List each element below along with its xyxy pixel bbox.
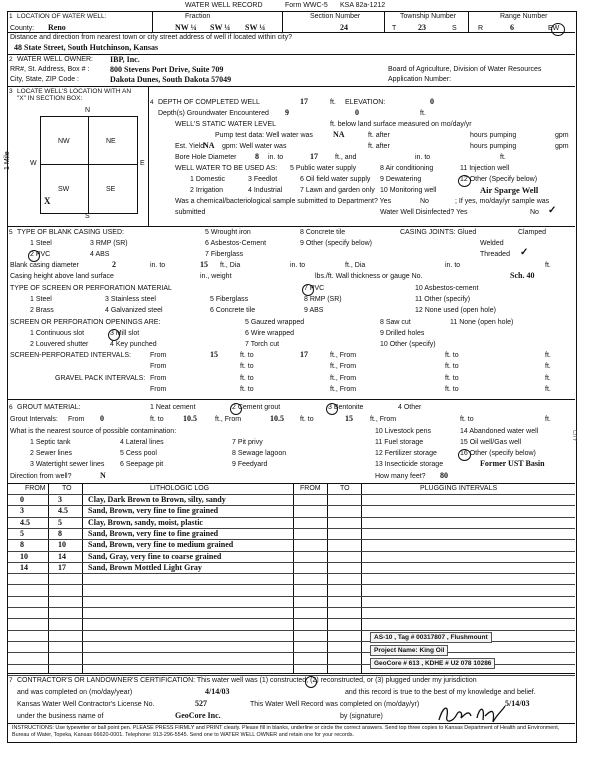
log-row-from: 10	[20, 551, 28, 561]
spi2-ft-to: ft. to	[240, 363, 254, 370]
blank-diam-value: 2	[112, 260, 116, 269]
grout-label: GROUT MATERIAL:	[17, 404, 81, 411]
log-row-line	[8, 607, 575, 608]
north-label: N	[85, 107, 91, 114]
opening-2: 2 Louvered shutter	[30, 341, 89, 348]
opening-10: 10 Other (specify)	[380, 341, 436, 348]
grout-to-2: 15	[345, 414, 353, 423]
circle-mark	[326, 403, 338, 415]
screen-6: 6 Concrete tile	[210, 307, 256, 314]
owner-name: IBP, Inc.	[110, 55, 140, 64]
opening-5: 5 Gauzed wrapped	[245, 319, 305, 326]
board-label: Board of Agriculture, Division of Water Resources	[388, 66, 542, 73]
casing-label: TYPE OF BLANK CASING USED:	[17, 229, 124, 236]
blank-diam-label: Blank casing diameter	[10, 262, 79, 269]
log-row-to: 8	[58, 528, 62, 538]
contam-12: 12 Fertilizer storage	[375, 450, 437, 457]
log-header-lithology: LITHOLOGIC LOG	[150, 485, 210, 492]
chem-no: No	[420, 198, 429, 205]
threaded-label: Threaded	[480, 251, 510, 258]
gauge-value: Sch. 40	[510, 271, 535, 280]
howmany-label: How many feet?	[375, 473, 426, 480]
contam-2: 2 Sewer lines	[30, 450, 73, 457]
casing-4: 4 ABS	[90, 251, 110, 258]
grout-3: 3 Bentonite	[328, 404, 364, 411]
log-row-description: Clay, Brown, sandy, moist, plastic	[88, 517, 203, 527]
township-t: T	[392, 25, 397, 32]
log-row-description: Sand, Brown Mottled Light Gray	[88, 562, 202, 572]
log-row-to: 5	[58, 517, 62, 527]
blank-in-to: in. to	[150, 262, 166, 269]
log-col-line	[48, 483, 49, 673]
cert-rest: and this record is true to the best of my knowledge and belief.	[345, 689, 536, 696]
log-col-line	[327, 483, 328, 673]
bore-ft: ft., and	[335, 154, 357, 161]
use-1: 1 Domestic	[190, 176, 226, 183]
completed-value: 4/14/03	[205, 687, 230, 696]
spi2-ft-to-2: ft. to	[445, 363, 459, 370]
license-label: Kansas Water Well Contractor's License No.	[17, 701, 155, 708]
west-label: W	[30, 160, 37, 167]
contam-6: 6 Seepage pit	[120, 461, 164, 468]
stamp-line-1: AS-10 , Tag # 00317807 , Flushmount	[370, 632, 492, 643]
opening-3: 3 Mill slot	[110, 330, 140, 337]
disinfected-no: No	[530, 209, 539, 216]
county-label: County:	[10, 25, 35, 32]
gpi-ft-end: ft.	[545, 375, 551, 382]
log-header-to-2: TO	[340, 485, 350, 492]
opening-7: 7 Torch cut	[245, 341, 280, 348]
use-9: 9 Dewatering	[380, 176, 422, 183]
use-5: 5 Public water supply	[290, 165, 357, 172]
grout-ft-from: ft., From	[215, 416, 242, 423]
use-12: 12 Other (Specify below)	[460, 176, 538, 183]
quad-nw: NW	[58, 138, 70, 145]
opening-4: 4 Key punched	[110, 341, 157, 348]
screen-7: 7 PVC	[304, 285, 325, 292]
log-row-line	[8, 596, 575, 597]
use-10: 10 Monitoring well	[380, 187, 437, 194]
check-mark: ✓	[548, 205, 557, 216]
section1-number: 1	[9, 13, 13, 20]
use-label: WELL WATER TO BE USED AS:	[175, 165, 278, 172]
elevation-value: 0	[430, 97, 434, 106]
check-mark: ✓	[520, 247, 529, 258]
chem-label: Was a chemical/bacteriological sample submitted to Department? Yes	[175, 198, 392, 205]
height-in: in., weight	[200, 273, 232, 280]
circle-mark	[305, 676, 317, 688]
screen-5: 5 Fiberglass	[210, 296, 249, 303]
circle-mark	[302, 284, 314, 296]
pump-label: Pump test data: Well water was	[215, 132, 313, 139]
gw-unit: ft.	[420, 110, 426, 117]
circle-mark	[230, 403, 242, 415]
section2-number: 2	[9, 56, 13, 63]
use-4: 4 Industrial	[248, 187, 283, 194]
casing-8: 8 Concrete tile	[300, 229, 346, 236]
contam-5: 5 Cess pool	[120, 450, 157, 457]
contam-other-value: Former UST Basin	[480, 459, 545, 468]
form-title: WATER WELL RECORD	[185, 2, 263, 9]
gw-label: Depth(s) Groundwater Encountered	[158, 110, 269, 117]
submitted-label: submitted	[175, 209, 206, 216]
street-label: RR#, St. Address, Box # :	[10, 66, 90, 73]
fraction-2: SW ¼	[210, 23, 231, 32]
log-row-line	[8, 618, 575, 619]
stamp-line-2: Project Name: King Oil	[370, 645, 448, 656]
divider	[384, 11, 385, 32]
completed-label: and was completed on (mo/day/year)	[17, 689, 133, 696]
application-label: Application Number:	[388, 76, 452, 83]
contam-16: 16 Other (specify below)	[460, 450, 536, 457]
margin-label: CITY	[571, 430, 577, 442]
log-row-line	[8, 630, 575, 631]
screen-10: 10 Asbestos-cement	[415, 285, 479, 292]
contam-8: 8 Sewage lagoon	[232, 450, 287, 457]
grout-ft-from-2: ft., From	[370, 416, 397, 423]
divider	[152, 11, 153, 32]
log-row-line	[8, 675, 575, 676]
spi2-ft-from: ft., From	[330, 363, 357, 370]
gpi2-ft-end: ft.	[545, 386, 551, 393]
address-value: 48 State Street, South Hutchinson, Kansas	[14, 43, 159, 52]
section5-number: 5	[9, 229, 13, 236]
height-lbs: lbs./ft. Wall thickness or gauge No.	[315, 273, 423, 280]
gpm-1: gpm	[555, 132, 569, 139]
by-signature-label: by (signature)	[340, 713, 383, 720]
log-row-description: Sand, Brown, very fine to medium grained	[88, 540, 234, 550]
log-row-to: 17	[58, 562, 66, 572]
gpi-ft-to: ft. to	[240, 375, 254, 382]
bore-in: in. to	[268, 154, 284, 161]
casing-9: 9 Other (specify below)	[300, 240, 372, 247]
spi2-ft-end: ft.	[545, 363, 551, 370]
divider	[8, 673, 575, 674]
casing-3: 3 RMP (SR)	[90, 240, 128, 247]
log-row-from: 5	[20, 528, 24, 538]
contam-1: 1 Septic tank	[30, 439, 71, 446]
screen-4: 4 Galvanized steel	[105, 307, 163, 314]
openings-label: SCREEN OR PERFORATION OPENINGS ARE:	[10, 319, 161, 326]
spi-from-value: 15	[210, 350, 218, 359]
use-2: 2 Irrigation	[190, 187, 224, 194]
grout-ft-to-2: ft. to	[300, 416, 314, 423]
range-value: 6	[510, 23, 514, 32]
use-8: 8 Air conditioning	[380, 165, 434, 172]
casing-6: 6 Asbestos-Cement	[205, 240, 267, 247]
east-label: E	[140, 160, 145, 167]
casing-1: 1 Steel	[30, 240, 52, 247]
divider	[8, 86, 575, 87]
log-row-description: Clay, Dark Brown to Brown, silty, sandy	[88, 495, 226, 504]
log-row-from: 8	[20, 540, 24, 550]
opening-6: 6 Wire wrapped	[245, 330, 295, 337]
quad-sw: SW	[58, 186, 70, 193]
city-label: City, State, ZIP Code :	[10, 76, 79, 83]
divider	[148, 86, 149, 226]
log-col-line	[293, 483, 294, 673]
welded-label: Welded	[480, 240, 504, 247]
circle-mark	[551, 23, 565, 36]
gpi2-ft-to: ft. to	[240, 386, 254, 393]
township-label: Township Number	[400, 13, 457, 20]
screen-label: TYPE OF SCREEN OR PERFORATION MATERIAL	[10, 285, 172, 292]
range-direction: EW	[548, 25, 560, 32]
screen-1: 1 Steel	[30, 296, 52, 303]
screen-8: 8 RMP (SR)	[304, 296, 342, 303]
spi-ft-end: ft.	[545, 352, 551, 359]
log-row-description: Sand, Brown, very fine to fine grained	[88, 506, 219, 516]
gpi-label: GRAVEL PACK INTERVALS:	[55, 375, 146, 382]
log-row-to: 3	[58, 495, 62, 504]
log-row-line	[8, 573, 575, 574]
township-s: S	[452, 25, 457, 32]
casing-5: 5 Wrought iron	[205, 229, 251, 236]
contam-14: 14 Abandoned water well	[460, 428, 539, 435]
log-row-line	[8, 584, 575, 585]
use-other-value: Air Sparge Well	[480, 185, 539, 195]
gpi2-ft-to-2: ft. to	[445, 386, 459, 393]
clamped-label: Clamped	[518, 229, 547, 236]
spi-from-label: From	[150, 352, 167, 359]
screen-2: 2 Brass	[30, 307, 54, 314]
opening-1: 1 Continuous slot	[30, 330, 85, 337]
elevation-label: ELEVATION:	[345, 99, 386, 106]
divider	[8, 32, 575, 33]
section3-label: LOCATE WELL'S LOCATION WITH AN "X" IN SECTION BOX:	[17, 88, 132, 102]
contam-3: 3 Watertight sewer lines	[30, 461, 105, 468]
bore-in-2: in. to	[415, 154, 431, 161]
quad-ne: NE	[106, 138, 116, 145]
section3-number: 3	[9, 88, 13, 95]
log-header-from-2: FROM	[300, 485, 321, 492]
gpm-2: gpm	[555, 143, 569, 150]
section-number-label: Section Number	[310, 13, 361, 20]
gpi2-from-label: From	[150, 386, 167, 393]
cert-label: CONTRACTOR'S OR LANDOWNER'S CERTIFICATION: This water well was (1) constructed, (2) reconstructed, or (3) plugged under my jurisdiction	[17, 677, 477, 684]
circle-mark	[28, 250, 40, 262]
grout-int-label: Grout Intervals:	[10, 416, 58, 423]
divider	[8, 399, 575, 400]
log-row-to: 4.5	[58, 506, 68, 516]
blank-to-value: 15	[200, 260, 208, 269]
section6-number: 6	[9, 404, 13, 411]
contam-11: 11 Fuel storage	[375, 439, 424, 446]
grout-from-label: From	[68, 416, 85, 423]
est-rest: gpm: Well water was	[222, 143, 287, 150]
casing-7: 7 Fiberglass	[205, 251, 244, 258]
grout-from-2: 10.5	[270, 414, 284, 423]
mile-label: 1 Mile	[4, 151, 11, 170]
section4-number: 4	[150, 99, 154, 106]
blank-ft-dia: ft., Dia	[220, 262, 241, 269]
pump-rest-2: ft. after	[368, 143, 390, 150]
fraction-3: SW ¼	[245, 23, 266, 32]
form-number: Form WWC-5	[285, 2, 328, 9]
howmany-value: 80	[440, 471, 448, 480]
est-value: NA	[203, 141, 215, 150]
screen-12: 12 None used (open hole)	[415, 307, 496, 314]
bore-value: 8	[255, 152, 259, 161]
distance-label: Distance and direction from nearest town or city street address of well if located within city?	[10, 34, 293, 41]
south-label: S	[85, 213, 90, 220]
spi-ft-from: ft., From	[330, 352, 357, 359]
circle-mark	[458, 175, 471, 187]
grout-2: 2 Cement grout	[232, 404, 281, 411]
direction-label: Direction from well?	[10, 473, 72, 480]
range-r: R	[478, 25, 484, 32]
log-row-description: Sand, Gray, very fine to coarse grained	[88, 551, 222, 561]
blank-in-to-2: in. to	[290, 262, 306, 269]
contam-9: 9 Feedyard	[232, 461, 268, 468]
log-row-description: Sand, Brown, very fine to fine grained	[88, 528, 219, 538]
section-box	[40, 116, 138, 214]
log-col-line	[361, 483, 362, 673]
use-7: 7 Lawn and garden only	[300, 187, 375, 194]
use-3: 3 Feedlot	[248, 176, 278, 183]
fraction-label: Fraction	[185, 13, 211, 20]
log-row-to: 10	[58, 540, 66, 550]
screen-9: 9 ABS	[304, 307, 324, 314]
contam-label: What is the nearest source of possible contamination:	[10, 428, 177, 435]
well-x-mark: X	[44, 196, 51, 206]
contam-7: 7 Pit privy	[232, 439, 263, 446]
height-label: Casing height above land surface	[10, 273, 114, 280]
section-number-value: 24	[340, 23, 348, 32]
contam-13: 13 Insecticide storage	[375, 461, 444, 468]
county-value: Reno	[48, 23, 66, 32]
bore-label: Bore Hole Diameter	[175, 154, 237, 161]
log-row-line	[8, 652, 575, 653]
log-row-to: 14	[58, 551, 66, 561]
blank-ft: ft.	[545, 262, 551, 269]
township-value: 23	[418, 23, 426, 32]
screen-3: 3 Stainless steel	[105, 296, 156, 303]
grout-1: 1 Neat cement	[150, 404, 196, 411]
stamp-line-3: GeoCore # 613 , KDHE # U2 078 10286	[370, 658, 495, 669]
depth-value: 17	[300, 97, 308, 106]
pump-rest: ft. after	[368, 132, 390, 139]
bore-to: 17	[310, 152, 318, 161]
street-value: 800 Stevens Port Drive, Suite 709	[110, 65, 224, 74]
divider	[8, 226, 575, 227]
blank-ft-dia-2: ft., Dia	[345, 262, 366, 269]
gpi2-ft-from: ft., From	[330, 386, 357, 393]
circle-mark	[108, 329, 120, 341]
log-row-from: 3	[20, 506, 24, 516]
static-rest: ft. below land surface measured on mo/day/yr	[330, 121, 472, 128]
section7-number: 7	[9, 677, 13, 684]
contam-15: 15 Oil well/Gas well	[460, 439, 522, 446]
gpi-from-label: From	[150, 375, 167, 382]
log-header-from: FROM	[25, 485, 46, 492]
log-header-to: TO	[62, 485, 72, 492]
gpi-ft-to-2: ft. to	[445, 375, 459, 382]
license-value: 527	[195, 699, 207, 708]
hours-pumping-1: hours pumping	[470, 132, 517, 139]
fraction-1: NW ¼	[175, 23, 197, 32]
section1-label: LOCATION OF WATER WELL:	[17, 13, 107, 20]
est-label: Est. Yield	[175, 143, 205, 150]
log-row-from: 0	[20, 495, 24, 504]
spi-label: SCREEN-PERFORATED INTERVALS:	[10, 352, 131, 359]
spi-to-value: 17	[300, 350, 308, 359]
instructions: INSTRUCTIONS: Use typewriter or ball point pen. PLEASE PRESS FIRMLY and PRINT clearly. Please fill in blanks, underline or circle the correct answers. Send top three copies to Kansas Department of Health and Environment, Bureau of Water, Topeka, Kansas 66620-0001. Telephone: 913-296-5545. Send one to WATER WELL OWNER and retain one for your records.	[12, 725, 560, 738]
owner-label: WATER WELL OWNER:	[17, 56, 93, 63]
circle-mark	[458, 449, 471, 461]
log-header-plugging: PLUGGING INTERVALS	[420, 485, 498, 492]
range-label: Range Number	[500, 13, 548, 20]
bore-ft-2: ft.	[500, 154, 506, 161]
record-date-value: 5/14/03	[505, 699, 530, 708]
joints-label: CASING JOINTS: Glued	[400, 229, 477, 236]
gw-1: 9	[285, 108, 289, 117]
record-label: This Water Well Record was completed on (mo/day/yr)	[250, 701, 420, 708]
spi-ft-to: ft. to	[240, 352, 254, 359]
spi2-from-label: From	[150, 363, 167, 370]
grout-ft-to-1: ft. to	[150, 416, 164, 423]
gw-2: 0	[355, 108, 359, 117]
screen-11: 11 Other (specify)	[415, 296, 471, 303]
box-hline	[40, 164, 137, 165]
contam-10: 10 Livestock pens	[375, 428, 432, 435]
form-ksa: KSA 82a-1212	[340, 2, 386, 9]
log-row-from: 14	[20, 562, 28, 572]
grout-to-1: 10.5	[183, 414, 197, 423]
grout-ft-to-3: ft. to	[460, 416, 474, 423]
opening-8: 8 Saw cut	[380, 319, 411, 326]
opening-9: 9 Drilled holes	[380, 330, 425, 337]
grout-from-1: 0	[100, 414, 104, 423]
spi-ft-to-2: ft. to	[445, 352, 459, 359]
divider	[282, 11, 283, 32]
chem-rest: ; If yes, mo/day/yr sample was	[455, 198, 550, 205]
log-col-line	[82, 483, 83, 673]
gpi-ft-from: ft., From	[330, 375, 357, 382]
use-6: 6 Oil field water supply	[300, 176, 371, 183]
business-value: GeoCore Inc.	[175, 711, 221, 720]
contam-4: 4 Lateral lines	[120, 439, 164, 446]
quad-se: SE	[106, 186, 116, 193]
city-value: Dakota Dunes, South Dakota 57049	[110, 75, 232, 84]
depth-unit: ft.	[330, 99, 336, 106]
direction-value: N	[100, 471, 106, 480]
disinfected-label: Water Well Disinfected? Yes	[380, 209, 468, 216]
hours-pumping-2: hours pumping	[470, 143, 517, 150]
divider	[8, 723, 575, 724]
casing-2: 2 PVC	[30, 251, 51, 258]
log-row-from: 4.5	[20, 517, 30, 527]
pump-value: NA	[333, 130, 345, 139]
grout-4: 4 Other	[398, 404, 422, 411]
grout-ft-end: ft.	[545, 416, 551, 423]
depth-label: DEPTH OF COMPLETED WELL	[158, 99, 260, 106]
use-11: 11 Injection well	[460, 165, 510, 172]
static-label: WELL'S STATIC WATER LEVEL	[175, 121, 277, 128]
blank-in-to-3: in. to	[445, 262, 461, 269]
business-label: under the business name of	[17, 713, 104, 720]
opening-11: 11 None (open hole)	[450, 319, 514, 326]
divider	[468, 11, 469, 32]
divider	[8, 54, 575, 55]
divider	[8, 483, 575, 484]
